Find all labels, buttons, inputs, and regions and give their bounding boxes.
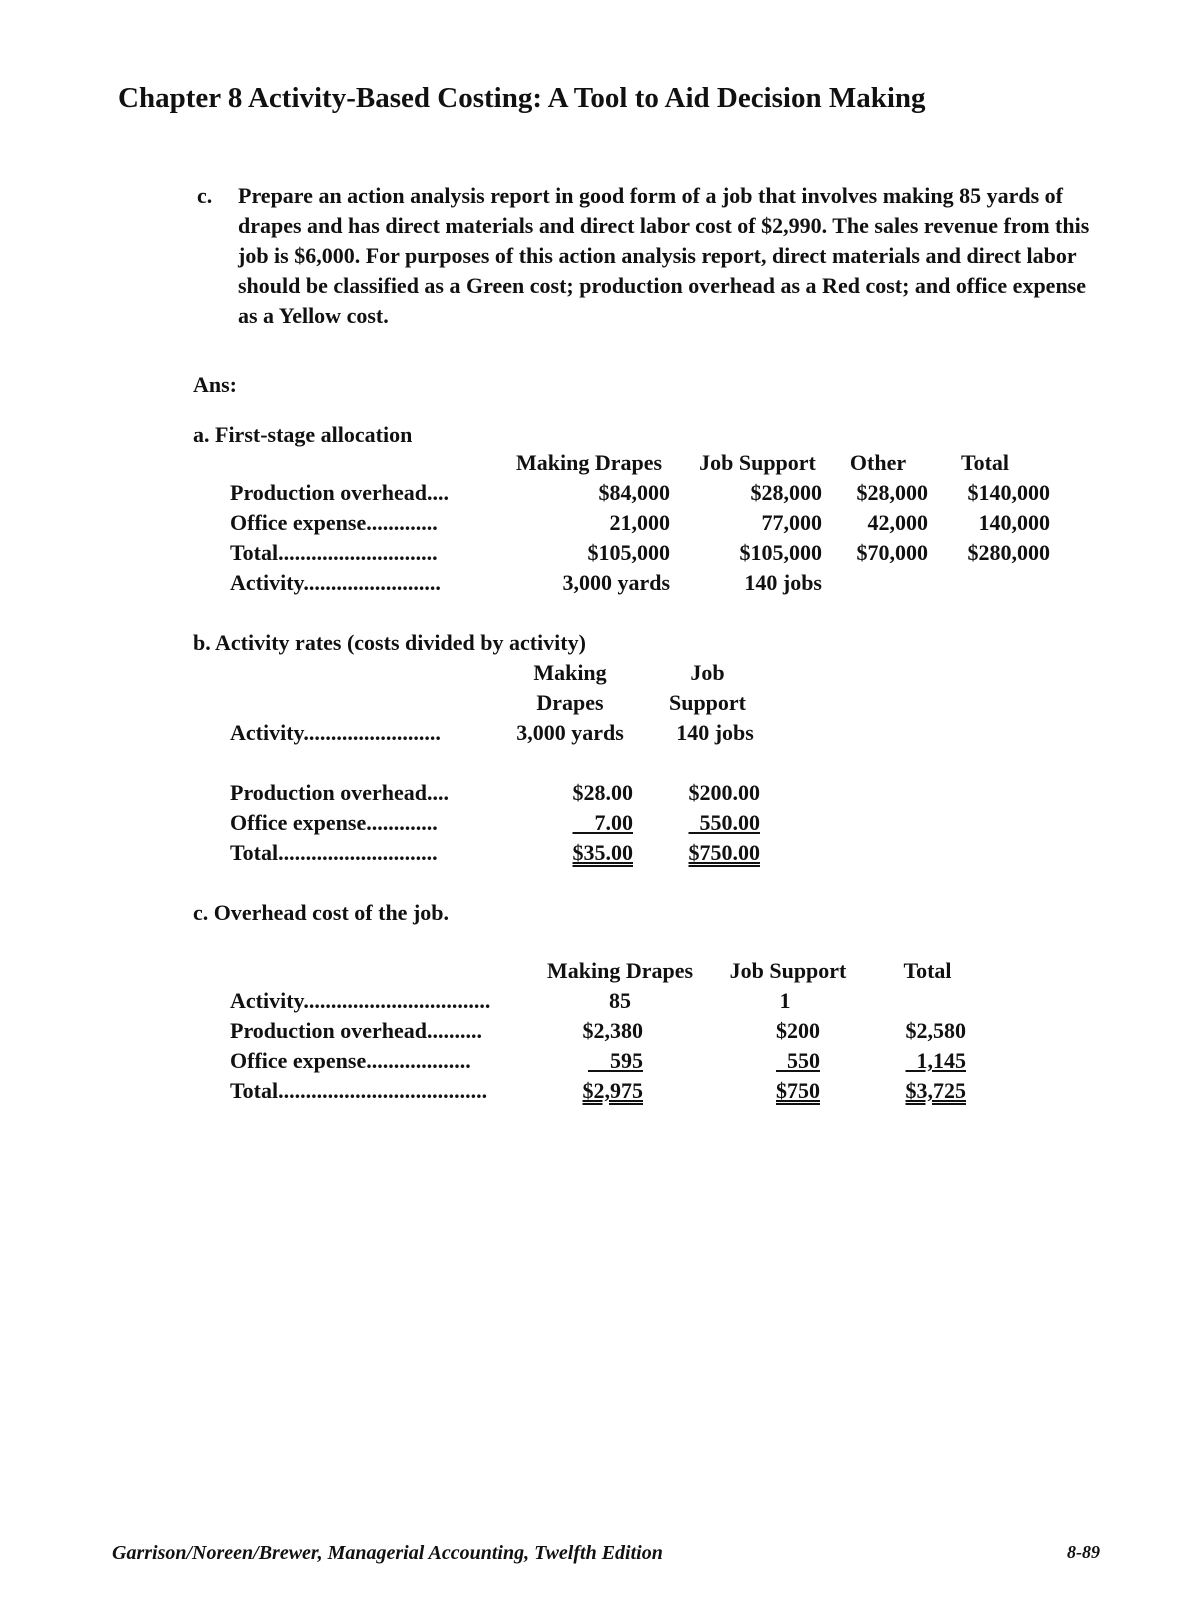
part-b-cell [535, 840, 633, 866]
part-b-cell [655, 810, 760, 836]
part-b-cell: $28.00 [572, 780, 633, 805]
part-b-activity-cell: 140 jobs [676, 720, 754, 745]
part-a-cell: $280,000 [967, 540, 1050, 565]
part-a-col-job-support: Job Support [699, 450, 816, 475]
footer-citation: Garrison/Noreen/Brewer, Managerial Accounting, Twelfth Edition [112, 1542, 663, 1564]
question-text: Prepare an action analysis report in good form of a job that involves making 85 yards of drapes and has direct materials and direct labor cost of $2,990. The sales revenue from this job is $6,000. For purposes of this action analysis report, direct materials and direct labor should be classified as a Green cost; production overhead as a Red cost; and office expense as a Yellow cost. [238, 183, 1090, 328]
part-c-row-label: Production overhead.......... [230, 1018, 482, 1043]
part-c-cell: 85 [609, 988, 631, 1013]
part-b-activity-label: Activity......................... [230, 720, 441, 745]
part-b-row-label: Office expense............. [230, 810, 438, 835]
part-c-row-label: Total...................................... [230, 1078, 488, 1103]
part-c-col-total: Total [903, 958, 952, 983]
part-b-cell-value: $35.00 [572, 840, 633, 865]
part-a-cell: $105,000 [739, 540, 822, 565]
part-c-row-label: Activity.................................. [230, 988, 491, 1013]
part-c-row-label: Office expense................... [230, 1048, 471, 1073]
part-a-col-making-drapes: Making Drapes [515, 450, 663, 475]
part-b-activity-cell: 3,000 yards [516, 720, 624, 745]
footer-page-number: 8-89 [1067, 1542, 1100, 1562]
part-a-cell: $28,000 [750, 480, 822, 505]
part-a-row-label: Production overhead.... [230, 480, 449, 505]
part-c-cell: 1 [779, 988, 791, 1013]
part-c-cell [560, 1048, 643, 1074]
part-b-heading: b. Activity rates (costs divided by activity) [193, 630, 586, 655]
answer-label: Ans: [193, 372, 238, 397]
part-c-cell-value: $3,725 [905, 1078, 966, 1103]
part-c-cell: $2,380 [582, 1018, 643, 1043]
part-b-cell-value: 550.00 [699, 810, 760, 835]
part-c-cell [750, 1048, 820, 1074]
part-b-cell-value: 7.00 [594, 810, 633, 835]
part-b-cell [535, 810, 633, 836]
part-a-cell: 140 jobs [744, 570, 822, 595]
part-c-cell [750, 1078, 820, 1104]
part-a-cell: 77,000 [761, 510, 822, 535]
part-a-row-label: Total............................. [230, 540, 438, 565]
part-b-cell: $200.00 [688, 780, 760, 805]
part-b-col-job-line1: Job [690, 660, 725, 685]
part-a-col-total: Total [960, 450, 1010, 475]
part-a-cell: $84,000 [598, 480, 670, 505]
part-a-cell: 42,000 [867, 510, 928, 535]
part-a-cell: 3,000 yards [562, 570, 670, 595]
part-b-col-making-line2: Drapes [536, 690, 604, 715]
part-a-cell: 21,000 [609, 510, 670, 535]
part-b-cell [655, 840, 760, 866]
part-c-cell: $200 [776, 1018, 820, 1043]
part-c-cell [880, 1048, 966, 1074]
part-c-cell-value: 550 [787, 1048, 820, 1073]
part-b-row-label: Total............................. [230, 840, 438, 865]
part-a-cell: 140,000 [978, 510, 1050, 535]
part-b-col-job-line2: Support [668, 690, 747, 715]
part-a-cell: $28,000 [856, 480, 928, 505]
part-a-cell: $105,000 [587, 540, 670, 565]
part-a-cell: $140,000 [967, 480, 1050, 505]
part-b-row-label: Production overhead.... [230, 780, 449, 805]
part-a-cell: $70,000 [856, 540, 928, 565]
part-c-cell: $2,580 [905, 1018, 966, 1043]
part-c-cell-value: $750 [776, 1078, 820, 1103]
page-title: Chapter 8 Activity-Based Costing: A Tool to Aid Decision Making [118, 82, 926, 114]
part-c-cell-value: 595 [610, 1048, 643, 1073]
part-c-cell [880, 1078, 966, 1104]
part-b-col-making-line1: Making [533, 660, 607, 685]
part-c-cell-value: $2,975 [582, 1078, 643, 1103]
part-c-cell [560, 1078, 643, 1104]
question-label: c. [197, 183, 213, 208]
part-a-row-label: Office expense............. [230, 510, 438, 535]
part-a-heading: a. First-stage allocation [193, 422, 413, 447]
part-c-cell-value: 1,145 [916, 1048, 966, 1073]
part-c-col-making-drapes: Making Drapes [546, 958, 694, 983]
part-c-heading: c. Overhead cost of the job. [193, 900, 450, 925]
part-a-col-other: Other [849, 450, 907, 475]
part-a-row-label: Activity......................... [230, 570, 441, 595]
part-b-cell-value: $750.00 [688, 840, 760, 865]
part-c-col-job-support: Job Support [729, 958, 847, 983]
